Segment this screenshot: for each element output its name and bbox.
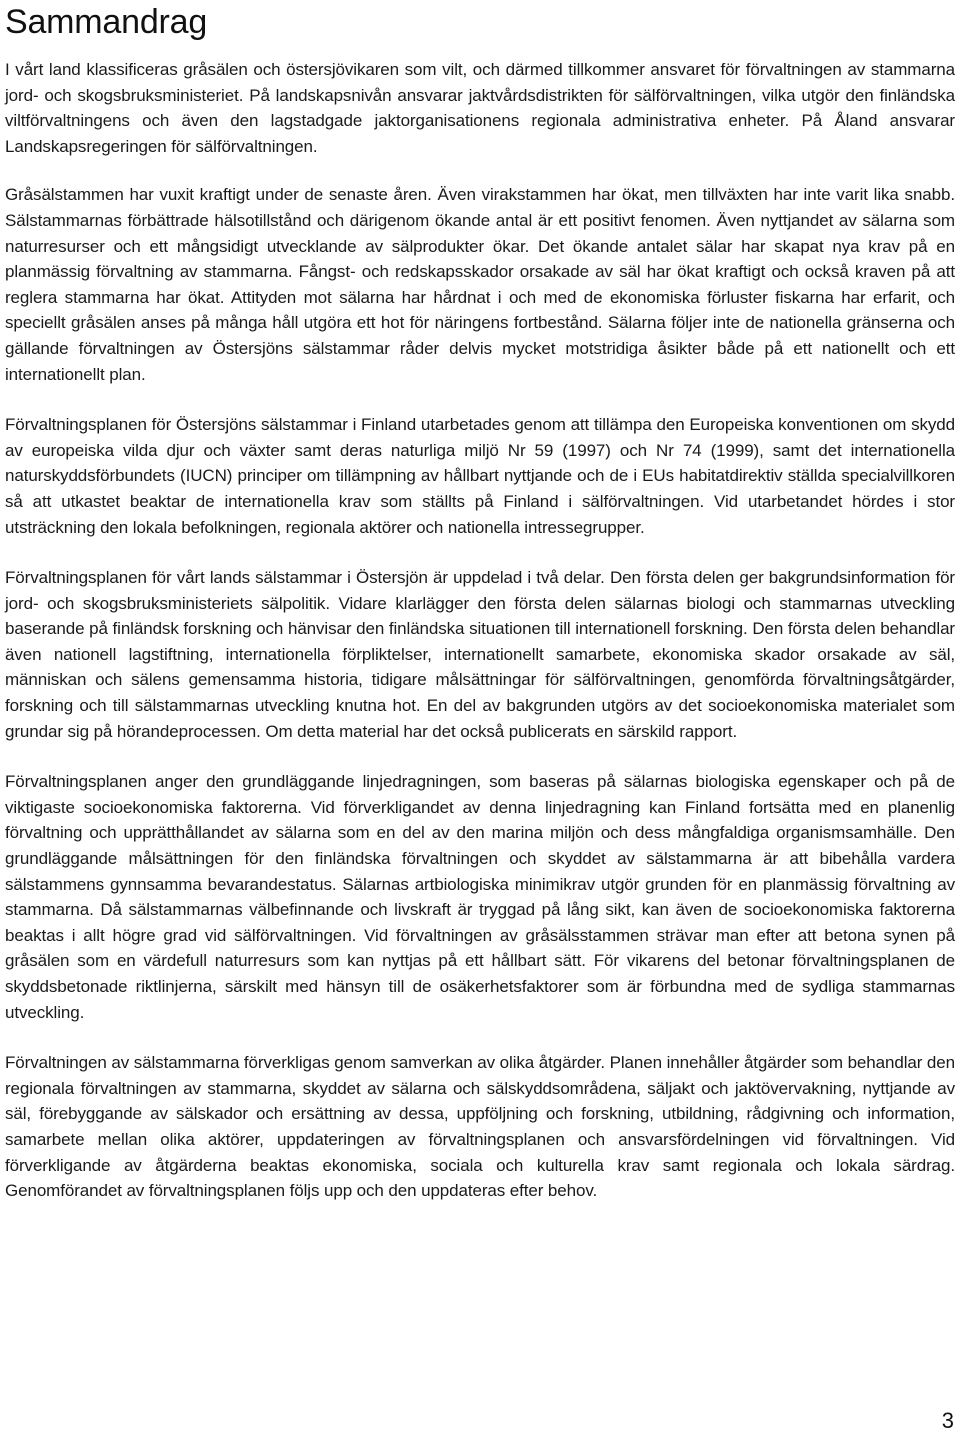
page-number: 3 — [941, 1408, 954, 1433]
summary-paragraph-4: Förvaltningsplanen för vårt lands sälstammar i Östersjön är uppdelad i två delar. Den första delen ger bakgrundsinformation för jord- och skogsbruksministeriets sälpolitik. Vidare klarlägger den första delen sälarnas biologi och stammarnas utveckling baserande på finländsk forskning och hänvisar den finländska situationen till internationell forskning. Den första delen behandlar även nationell lagstiftning, internationella förpliktelser, internationellt samarbete, ekonomiska skador orsakade av säl, människan och sälens gemensamma historia, tidigare målsättningar för sälförvaltningen, genomförda förvaltningsåtgärder, forskning och till sälstammarnas utveckling knutna hot. En del av bakgrunden utgörs av det socioekonomiska materialet som grundar sig på hörandeprocessen. Om detta material har det också publicerats en särskild rapport. — [5, 568, 955, 741]
summary-paragraph-6: Förvaltningen av sälstammarna förverkligas genom samverkan av olika åtgärder. Planen innehåller åtgärder som behandlar den regionala förvaltningen av stammarna, skyddet av sälarna och sälskyddsområdena, säljakt och jaktövervakning, nyttjande av säl, förebyggande av sälskador och ersättning av dessa, uppföljning och forskning, utbildning, rådgivning och information, samarbete mellan olika aktörer, uppdateringen av förvaltningsplanen och ansvarsfördelningen vid förvaltningen. Vid förverkligande av åtgärderna beaktas ekonomiska, sociala och kulturella krav samt regionala och lokala särdrag. Genomförandet av förvaltningsplanen följs upp och den uppdateras efter behov. — [5, 1053, 955, 1201]
page-title: Sammandrag — [5, 3, 208, 41]
summary-paragraph-2: Gråsälstammen har vuxit kraftigt under de senaste åren. Även virakstammen har ökat, men tillväxten har inte varit lika snabb. Sälstammarnas förbättrade hälsotillstånd och därigenom ökande antal är ett positivt fenomen. Även nyttjandet av sälarna som naturresurser och ett mångsidigt utvecklande av sälprodukter ökar. Det ökande antalet sälar har skapat nya krav på en planmässig förvaltning av stammarna. Fångst- och redskapsskador orsakade av säl har ökat kraftigt och också kraven på att reglera stammarna har ökat. Attityden mot sälarna har hårdnat i och med de ekonomiska förluster fiskarna har erfarit, och speciellt gråsälen anses på många håll utgöra ett hot för näringens fortbestånd. Sälarna följer inte de nationella gränserna och gällande förvaltningen av Östersjöns sälstammar råder delvis mycket motstridiga åsikter både på ett nationellt och ett internationellt plan. — [5, 185, 955, 384]
summary-paragraph-5: Förvaltningsplanen anger den grundläggande linjedragningen, som baseras på sälarnas biologiska egenskaper och på de viktigaste socioekonomiska faktorerna. Vid förverkligandet av denna linjedragning kan Finland fortsätta med en planenlig förvaltning och upprätthållandet av sälarna som en del av den marina miljön och dess mångfaldiga organismsamhälle. Den grundläggande målsättningen för den finländska förvaltningen och skyddet av sälstammarna är att bibehålla vardera sälstammens gynnsamma bevarandestatus. Sälarnas artbiologiska minimikrav utgör grunden för en planmässig förvaltning av stammarna. Då sälstammarnas välbefinnande och livskraft är tryggad på lång sikt, kan även de socioekonomiska faktorerna beaktas i allt högre grad vid sälförvaltningen. Vid förvaltningen av gråsälsstammen strävar man efter att betona synen på gråsälen som en värdefull naturresurs som kan nyttjas på ett hållbart sätt. För vikarens del betonar förvaltningsplanen de skyddsbetonade riktlinjerna, särskilt med hänsyn till de osäkerhetsfaktorer som är förbundna med de sydliga stammarnas utveckling. — [5, 772, 955, 1022]
summary-paragraph-1: I vårt land klassificeras gråsälen och östersjövikaren som vilt, och därmed tillkommer ansvaret för förvaltningen av stammarna jord- och skogsbruksministeriet. På landskapsnivån ansvarar jaktvårdsdistrikten för sälförvaltningen, vilka utgör den finländska viltförvaltningens och även den lagstadgade jaktorganisationens regionala administrativa enheter. På Åland ansvarar Landskapsregeringen för sälförvaltningen. — [5, 60, 955, 156]
summary-paragraph-3: Förvaltningsplanen för Östersjöns sälstammar i Finland utarbetades genom att tillämpa den Europeiska konventionen om skydd av europeiska vilda djur och växter samt deras naturliga miljö Nr 59 (1997) och Nr 74 (1999), samt det internationella naturskyddsförbundets (IUCN) principer om tillämpning av hållbart nyttjande och de i EUs habitatdirektiv ställda specialvillkoren så att utkastet beaktar de internationella krav som ställts på Finland i sälförvaltningen. Vid utarbetandet hördes i stor utsträckning den lokala befolkningen, regionala aktörer och nationella intressegrupper. — [5, 415, 955, 537]
document-page — [5, 0, 955, 1204]
